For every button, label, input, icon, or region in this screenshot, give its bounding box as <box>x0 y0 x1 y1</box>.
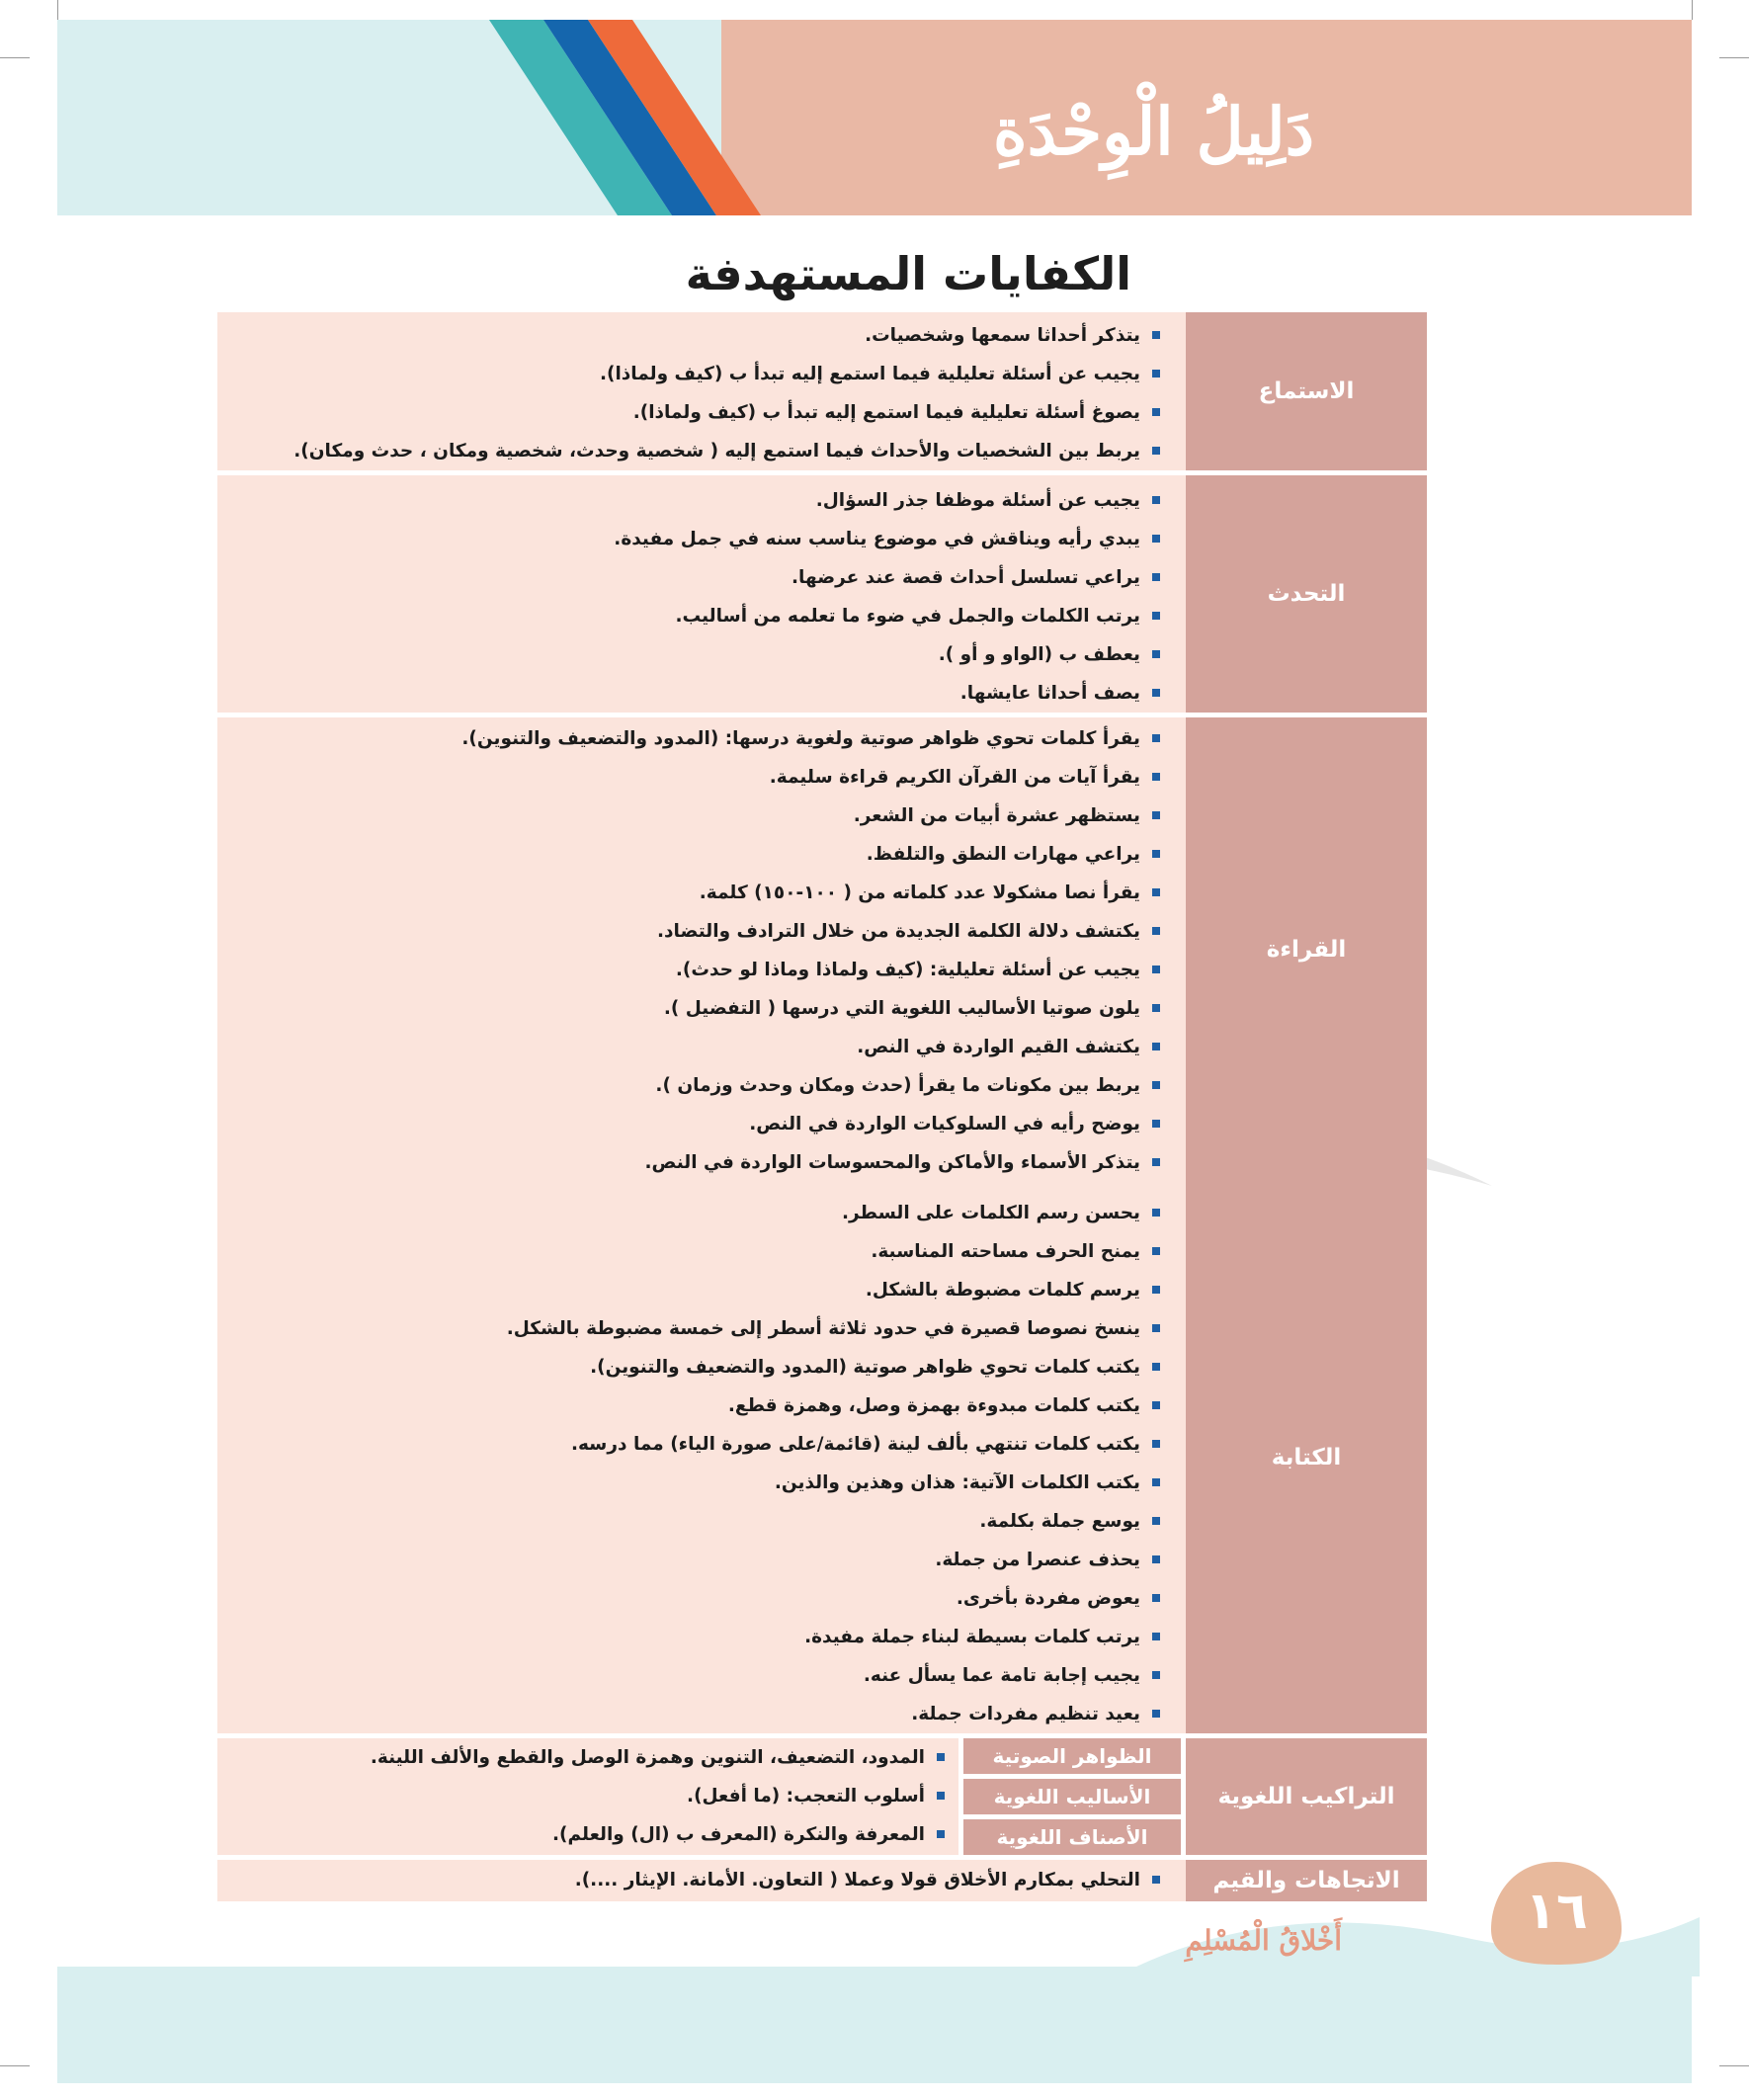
bullet-icon <box>1152 650 1160 658</box>
list-item: يحذف عنصرا من جملة. <box>217 1541 1160 1579</box>
skill-items-speaking <box>217 475 1186 713</box>
crop-mark <box>1692 0 1693 20</box>
skill-label: القراءة <box>1266 937 1347 963</box>
bullet-icon <box>1152 1671 1160 1679</box>
bullet-icon <box>1152 1876 1160 1884</box>
list-item: يقرأ آيات من القرآن الكريم قراءة سليمة. <box>217 758 1160 797</box>
bullet-icon <box>1152 1120 1160 1128</box>
list-item: يرتب الكلمات والجمل في ضوء ما تعلمه من أساليب. <box>217 597 1160 635</box>
crop-mark <box>1719 57 1749 58</box>
bullet-icon <box>1152 1478 1160 1486</box>
bullet-icon <box>1152 535 1160 543</box>
book-title: أَخْلاقُ الْمُسْلِمِ <box>1185 1924 1342 1957</box>
bullet-icon <box>1152 811 1160 819</box>
list-item: يرتب كلمات بسيطة لبناء جملة مفيدة. <box>217 1618 1160 1656</box>
list-item: التحلي بمكارم الأخلاق قولا وعملا ( التعاون. الأمانة. الإيثار ....). <box>217 1861 1160 1899</box>
list-item: يلون صوتيا الأساليب اللغوية التي درسها ( التفضيل ). <box>217 989 1160 1028</box>
skill-label-reading <box>1186 717 1427 1182</box>
list-item: يربط بين الشخصيات والأحداث فيما استمع إليه ( شخصية وحدث، شخصية ومكان ، حدث ومكان). <box>217 432 1160 470</box>
list-item: يرسم كلمات مضبوطة بالشكل. <box>217 1271 1160 1309</box>
bullet-icon <box>1152 1594 1160 1602</box>
bullet-icon <box>1152 1286 1160 1294</box>
list-item: يحسن رسم الكلمات على السطر. <box>217 1194 1160 1232</box>
crop-mark <box>1719 2065 1749 2066</box>
skill-label: الاستماع <box>1258 378 1355 404</box>
list-item: يعطف ب (الواو و أو ). <box>217 635 1160 674</box>
footer-band <box>57 1967 1692 2083</box>
bullet-icon <box>1152 1517 1160 1525</box>
crop-mark <box>0 2065 30 2066</box>
list-item: يجيب إجابة تامة عما يسأل عنه. <box>217 1656 1160 1695</box>
skill-items-writing <box>217 1182 1186 1733</box>
list-item: يجيب عن أسئلة موظفا جذر السؤال. <box>217 481 1160 520</box>
header-stripes <box>464 20 791 215</box>
bullet-icon <box>1152 888 1160 896</box>
bullet-icon <box>1152 1440 1160 1448</box>
list-item: يجيب عن أسئلة تعليلية: (كيف ولماذا وماذا لو حدث). <box>217 951 1160 989</box>
bullet-icon <box>1152 689 1160 697</box>
skill-items-reading <box>217 717 1186 1182</box>
list-item: يتذكر أحداثا سمعها وشخصيات. <box>217 316 1160 355</box>
skill-items-listening <box>217 312 1186 470</box>
list-item: يمنح الحرف مساحته المناسبة. <box>217 1232 1160 1271</box>
bullet-icon <box>1152 1209 1160 1217</box>
bullet-icon <box>1152 734 1160 742</box>
bullet-icon <box>1152 496 1160 504</box>
bullet-icon <box>1152 370 1160 378</box>
list-item: يقرأ نصا مشكولا عدد كلماته من ( ١٠٠-١٥٠) كلمة. <box>217 874 1160 912</box>
list-item: المدود، التضعيف، التنوين وهمزة الوصل والقطع والألف اللينة. <box>217 1738 945 1777</box>
bullet-icon <box>1152 573 1160 581</box>
structures-sub-phonetic: الظواهر الصوتية <box>963 1738 1181 1774</box>
list-item: يجيب عن أسئلة تعليلية فيما استمع إليه تبدأ ب (كيف ولماذا). <box>217 355 1160 393</box>
skill-label-speaking <box>1186 475 1427 713</box>
list-item: يوضح رأيه في السلوكيات الواردة في النص. <box>217 1105 1160 1143</box>
bullet-icon <box>1152 1363 1160 1371</box>
bullet-icon <box>1152 331 1160 339</box>
bullet-icon <box>1152 1324 1160 1332</box>
bullet-icon <box>1152 1081 1160 1089</box>
list-item: يكتب كلمات مبدوءة بهمزة وصل، وهمزة قطع. <box>217 1386 1160 1425</box>
skill-label: التحدث <box>1267 581 1346 607</box>
bullet-icon <box>1152 850 1160 858</box>
bullet-icon <box>1152 1158 1160 1166</box>
list-item: يستظهر عشرة أبيات من الشعر. <box>217 797 1160 835</box>
values-items <box>217 1860 1186 1901</box>
section-title: الكفايات المستهدفة <box>685 247 1131 300</box>
list-item: يقرأ كلمات تحوي ظواهر صوتية ولغوية درسها: (المدود والتضعيف والتنوين). <box>217 719 1160 758</box>
structures-sub-styles: الأساليب اللغوية <box>963 1779 1181 1814</box>
bullet-icon <box>1152 927 1160 935</box>
list-item: يوسع جملة بكلمة. <box>217 1502 1160 1541</box>
list-item: يصف أحداثا عايشها. <box>217 674 1160 713</box>
list-item: يبدي رأيه ويناقش في موضوع يناسب سنه في جمل مفيدة. <box>217 520 1160 558</box>
bullet-icon <box>1152 408 1160 416</box>
list-item: يصوغ أسئلة تعليلية فيما استمع إليه تبدأ ب (كيف ولماذا). <box>217 393 1160 432</box>
bullet-icon <box>937 1753 945 1761</box>
bullet-icon <box>1152 1004 1160 1012</box>
list-item: أسلوب التعجب: (ما أفعل). <box>217 1777 945 1815</box>
bullet-icon <box>1152 1043 1160 1050</box>
unit-title: دَلِيلُ الْوِحْدَةِ <box>993 93 1314 170</box>
list-item: يكتشف دلالة الكلمة الجديدة من خلال الترادف والتضاد. <box>217 912 1160 951</box>
bullet-icon <box>1152 612 1160 620</box>
list-item: يراعي تسلسل أحداث قصة عند عرضها. <box>217 558 1160 597</box>
list-item: المعرفة والنكرة (المعرف ب (ال) والعلم). <box>217 1815 945 1854</box>
bullet-icon <box>937 1830 945 1838</box>
list-item: يعيد تنظيم مفردات جملة. <box>217 1695 1160 1733</box>
bullet-icon <box>1152 966 1160 973</box>
skill-label: الكتابة <box>1271 1445 1342 1470</box>
list-item: يعوض مفردة بأخرى. <box>217 1579 1160 1618</box>
list-item: ينسخ نصوصا قصيرة في حدود ثلاثة أسطر إلى خمسة مضبوطة بالشكل. <box>217 1309 1160 1348</box>
crop-mark <box>0 57 30 58</box>
bullet-icon <box>1152 773 1160 781</box>
skill-label-listening <box>1186 312 1427 470</box>
list-item: يكتب كلمات تنتهي بألف لينة (قائمة/على صورة الياء) مما درسه. <box>217 1425 1160 1464</box>
page-number: ١٦ <box>1525 1882 1588 1941</box>
list-item: يكتب الكلمات الآتية: هذان وهذين والذين. <box>217 1464 1160 1502</box>
list-item: يتذكر الأسماء والأماكن والمحسوسات الواردة في النص. <box>217 1143 1160 1182</box>
bullet-icon <box>1152 1710 1160 1718</box>
bullet-icon <box>937 1792 945 1800</box>
bullet-icon <box>1152 1247 1160 1255</box>
structures-label: التراكيب اللغوية <box>1186 1738 1427 1855</box>
list-item: يربط بين مكونات ما يقرأ (حدث ومكان وحدث وزمان ). <box>217 1066 1160 1105</box>
bullet-icon <box>1152 447 1160 455</box>
structures-items <box>217 1738 958 1855</box>
bullet-icon <box>1152 1401 1160 1409</box>
bullet-icon <box>1152 1555 1160 1563</box>
bullet-icon <box>1152 1633 1160 1640</box>
list-item: يراعي مهارات النطق والتلفظ. <box>217 835 1160 874</box>
skill-label-writing <box>1186 1182 1427 1733</box>
values-label: الاتجاهات والقيم <box>1186 1860 1427 1901</box>
crop-mark <box>57 0 58 20</box>
list-item: يكتب كلمات تحوي ظواهر صوتية (المدود والتضعيف والتنوين). <box>217 1348 1160 1386</box>
list-item: يكتشف القيم الواردة في النص. <box>217 1028 1160 1066</box>
structures-sub-types: الأصناف اللغوية <box>963 1819 1181 1855</box>
